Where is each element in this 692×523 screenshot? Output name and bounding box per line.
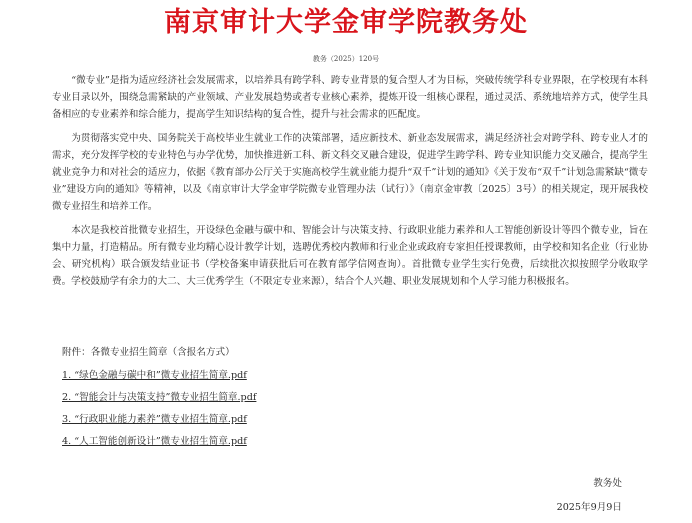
document-body [52, 72, 648, 297]
document-number: 教务（2025）120号 [312, 55, 380, 63]
signature-date: 2025年9月9日 [556, 502, 622, 513]
signature-office: 教务处 [593, 478, 622, 489]
attachment-link-green-finance[interactable]: 1. “绿色金融与碳中和”微专业招生简章.pdf [62, 370, 247, 381]
page-title: 南京审计大学金审学院教务处 [164, 7, 528, 38]
paragraph-definition: “微专业”是指为适应经济社会发展需求，以培养具有跨学科、跨专业背景的复合型人才为目标，突破传统学科专业界限，在学校现有本科专业目录以外，围绕急需紧缺的产业领域、产业发展趋势或者专业核心素养，提炼开设一组核心课程，通过灵活、系统地培养方式，使学生具备相应的专业素养和综合能力，提高学生知识结构的复合性，提升与社会需求的匹配度。 [52, 75, 648, 120]
paragraph-policy: 为贯彻落实党中央、国务院关于高校毕业生就业工作的决策部署，适应新技术、新业态发展需求，满足经济社会对跨学科、跨专业人才的需求，充分发挥学校的专业特色与办学优势，加快推进新工科、新文科交叉融合建设，促进学生跨学科、跨专业知识能力交叉融合，提高学生就业竞争力和对社会的适应力，依据《教育部办公厅关于实施高校学生就业能力提升“双千”计划的通知》《关于发布“双千”计划急需紧缺“微专业”建设方向的通知》等精神，以及《南京审计大学金审学院微专业管理办法（试行）》（南京金审教〔2025〕3号）的相关规定，现开展我校微专业招生和培养工作。 [52, 133, 648, 212]
attachment-link-ai-design[interactable]: 4. “人工智能创新设计”微专业招生简章.pdf [62, 436, 247, 447]
paragraph-enrollment: 本次是我校首批微专业招生，开设绿色金融与碳中和、智能会计与决策支持、行政职业能力素养和人工智能创新设计等四个微专业，旨在集中力量，打造精品。所有微专业均精心设计教学计划，选聘优秀校内教师和行业企业或政府专家担任授课教师，由学校和知名企业（行业协会、研究机构）联合颁发结业证书（学校备案申请获批后可在教育部学信网查询）。首批微专业学生实行免费，后续批次拟按照学分收取学费。学校鼓励学有余力的大二、大三优秀学生（不限定专业来源），结合个人兴趣、职业发展规划和个人学习能力积极报名。 [52, 225, 648, 287]
attachments-section [62, 346, 562, 457]
attachment-link-administrative-ability[interactable]: 3. “行政职业能力素养”微专业招生简章.pdf [62, 414, 247, 425]
attachment-link-smart-accounting[interactable]: 2. “智能会计与决策支持”微专业招生简章.pdf [62, 392, 257, 403]
attachments-heading: 附件：各微专业招生简章（含报名方式） [62, 347, 235, 358]
